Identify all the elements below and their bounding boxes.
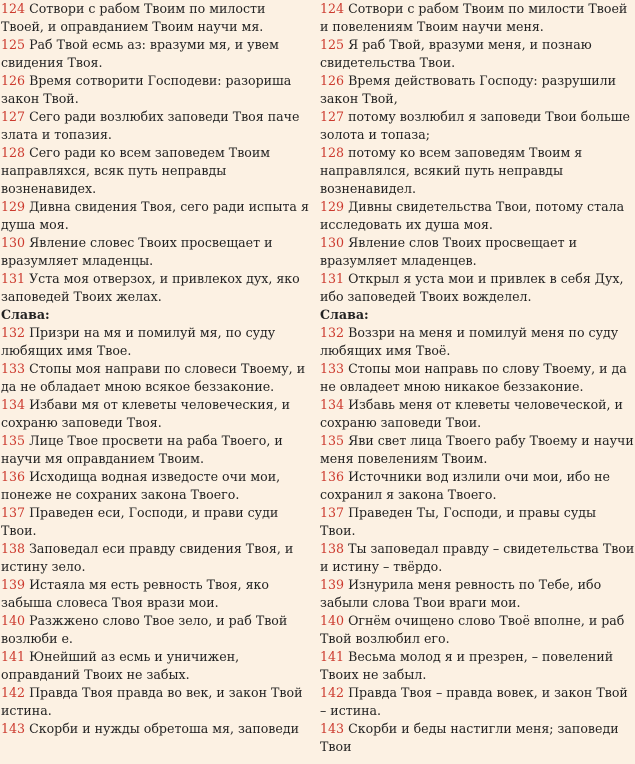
- verse-number: 133: [320, 361, 345, 376]
- verse-text: Источники вод излили очи мои, ибо не сохранил я закона Твоего.: [320, 469, 611, 502]
- verse-text: Дивны свидетельства Твои, потому стала исследовать их душа моя.: [320, 199, 625, 232]
- verse-number: 127: [1, 109, 26, 124]
- verse: [1, 432, 311, 468]
- verse-text: Явление словес Твоих просвещает и вразумляет младенцы.: [1, 235, 273, 268]
- verse-text: Разжжено слово Твое зело, и раб Твой возлюби е.: [1, 613, 288, 646]
- verse-text: Лице Твое просвети на раба Твоего, и научи мя оправданием Твоим.: [1, 433, 283, 466]
- verse-number: 129: [1, 199, 26, 214]
- verse-number: 141: [1, 649, 26, 664]
- verse-text: Скорби и нужды обретоша мя, заповеди: [29, 721, 299, 736]
- verse: [1, 576, 311, 612]
- verse-text: Уста моя отверзох, и привлекох дух, яко заповедей Твоих желах.: [1, 271, 300, 304]
- verse-number: 142: [320, 685, 345, 700]
- verse-text: Призри на мя и помилуй мя, по суду любящих имя Твое.: [1, 325, 276, 358]
- verse-text: потому возлюбил я заповеди Твои больше золота и топаза;: [320, 109, 630, 142]
- verse-text: Яви свет лица Твоего рабу Твоему и научи меня повелениям Твоим.: [320, 433, 634, 466]
- verse-number: 136: [320, 469, 345, 484]
- verse: [320, 0, 635, 36]
- verse: [320, 612, 635, 648]
- verse-number: 130: [320, 235, 345, 250]
- verse-number: 133: [1, 361, 26, 376]
- verse: [320, 396, 635, 432]
- verse-number: 139: [1, 577, 26, 592]
- verse-number: 143: [1, 721, 26, 736]
- verse-text: Дивна свидения Твоя, сего ради испыта я душа моя.: [1, 199, 309, 232]
- verse: [320, 468, 635, 504]
- verse-text: Время сотворити Господеви: разориша закон Твой.: [1, 73, 292, 106]
- verse-number: 127: [320, 109, 345, 124]
- verse-number: 126: [1, 73, 26, 88]
- verse-text: Избави мя от клеветы человеческия, и сохраню заповеди Твоя.: [1, 397, 290, 430]
- verse-text: Ты заповедал правду – свидетельства Твои и истину – твёрдо.: [320, 541, 635, 574]
- verse: [320, 270, 635, 306]
- verse: [1, 72, 311, 108]
- verse-number: 132: [1, 325, 26, 340]
- verse: [320, 432, 635, 468]
- verse-number: 124: [1, 1, 26, 16]
- verse: [1, 198, 311, 234]
- verse-number: 124: [320, 1, 345, 16]
- verse-number: 132: [320, 325, 345, 340]
- verse-number: 140: [1, 613, 26, 628]
- verse: [1, 648, 311, 684]
- verse: [320, 648, 635, 684]
- verse-text: Время действовать Господу: разрушили закон Твой,: [320, 73, 617, 106]
- verse-number: 134: [320, 397, 345, 412]
- verse: [1, 324, 311, 360]
- verse: [1, 234, 311, 270]
- verse: [320, 36, 635, 72]
- verse-number: 143: [320, 721, 345, 736]
- verse-text: Я раб Твой, вразуми меня, и познаю свидетельства Твои.: [320, 37, 592, 70]
- verse-number: 141: [320, 649, 345, 664]
- verse-number: 139: [320, 577, 345, 592]
- verse-number: 131: [1, 271, 26, 286]
- verse: [320, 72, 635, 108]
- verse: [320, 360, 635, 396]
- verse-number: 138: [320, 541, 345, 556]
- verse-text: Весьма молод я и презрен, – повелений Твоих не забыл.: [320, 649, 614, 682]
- verse-text: потому ко всем заповедям Твоим я направлялся, всякий путь неправды возненавидел.: [320, 145, 583, 196]
- verse-number: 138: [1, 541, 26, 556]
- church-slavonic-column: [0, 0, 311, 764]
- verse-text: Стопы моя направи по словеси Твоему, и да не обладает мною всякое беззаконие.: [1, 361, 306, 394]
- verse: [1, 468, 311, 504]
- verse-text: Открыл я уста мои и привлек в себя Дух, ибо заповедей Твоих вожделел.: [320, 271, 624, 304]
- verse-text: Заповедал еси правду свидения Твоя, и истину зело.: [1, 541, 294, 574]
- verse-text: Сего ради возлюбих заповеди Твоя паче злата и топазия.: [1, 109, 300, 142]
- verse-number: 128: [320, 145, 345, 160]
- verse-text: Юнейший аз есмь и уничижен, оправданий Твоих не забых.: [1, 649, 240, 682]
- verse-text: Праведен еси, Господи, и прави суди Твои.: [1, 505, 279, 538]
- verse-text: Скорби и беды настигли меня; заповеди Твои: [320, 721, 619, 754]
- verse: [1, 108, 311, 144]
- verse-number: 136: [1, 469, 26, 484]
- verse: [1, 144, 311, 198]
- verse-number: 126: [320, 73, 345, 88]
- verse-number: 135: [320, 433, 345, 448]
- verse: [1, 36, 311, 72]
- verse-text: Воззри на меня и помилуй меня по суду любящих имя Твоё.: [320, 325, 619, 358]
- verse-number: 125: [320, 37, 345, 52]
- verse-text: Истаяла мя есть ревность Твоя, яко забыша словеса Твоя врази мои.: [1, 577, 269, 610]
- verse: [320, 576, 635, 612]
- verse-number: 142: [1, 685, 26, 700]
- verse-number: 134: [1, 397, 26, 412]
- verse: [320, 324, 635, 360]
- verse-text: Сотвори с рабом Твоим по милости Твоей, и оправданием Твоим научи мя.: [1, 1, 266, 34]
- verse-number: 131: [320, 271, 345, 286]
- verse-number: 125: [1, 37, 26, 52]
- verse: [1, 684, 311, 720]
- verse: [1, 360, 311, 396]
- verse-text: Исходища водная изведосте очи мои, понеже не сохраних закона Твоего.: [1, 469, 281, 502]
- verse-text: Праведен Ты, Господи, и правы суды Твои.: [320, 505, 597, 538]
- verse-text: Избавь меня от клеветы человеческой, и сохраню заповеди Твои.: [320, 397, 623, 430]
- verse: [1, 504, 311, 540]
- verse-text: Раб Твой есмь аз: вразуми мя, и увем свидения Твоя.: [1, 37, 279, 70]
- verse: [320, 720, 635, 756]
- verse: [320, 540, 635, 576]
- verse-text: Сотвори с рабом Твоим по милости Твоей и повелениям Твоим научи меня.: [320, 1, 628, 34]
- verse-text: Правда Твоя – правда вовек, и закон Твой – истина.: [320, 685, 628, 718]
- verse: [1, 720, 311, 756]
- verse: [320, 504, 635, 540]
- verse-number: 135: [1, 433, 26, 448]
- verse-number: 137: [1, 505, 26, 520]
- verse: [320, 684, 635, 720]
- verse-number: 137: [320, 505, 345, 520]
- verse: [1, 396, 311, 432]
- verse-number: 130: [1, 235, 26, 250]
- verse-number: 129: [320, 199, 345, 214]
- slava-heading: Слава:: [320, 307, 369, 322]
- verse-text: Огнём очищено слово Твоё вполне, и раб Твой возлюбил его.: [320, 613, 625, 646]
- verse-number: 128: [1, 145, 26, 160]
- verse-text: Сего ради ко всем заповедем Твоим направляхся, всяк путь неправды возненавидех.: [1, 145, 271, 196]
- verse: [1, 612, 311, 648]
- verse: [320, 198, 635, 234]
- russian-translation-column: [311, 0, 635, 764]
- verse: [1, 0, 311, 36]
- verse: [320, 108, 635, 144]
- verse-number: 140: [320, 613, 345, 628]
- slava-heading: Слава:: [1, 307, 50, 322]
- verse-text: Правда Твоя правда во век, и закон Твой истина.: [1, 685, 303, 718]
- verse-text: Стопы мои направь по слову Твоему, и да не овладеет мною никакое беззаконие.: [320, 361, 627, 394]
- verse: [1, 270, 311, 306]
- verse: [320, 234, 635, 270]
- verse-text: Изнурила меня ревность по Тебе, ибо забыли слова Твои враги мои.: [320, 577, 602, 610]
- verse: [320, 144, 635, 198]
- verse-text: Явление слов Твоих просвещает и вразумляет младенцев.: [320, 235, 577, 268]
- verse: [1, 540, 311, 576]
